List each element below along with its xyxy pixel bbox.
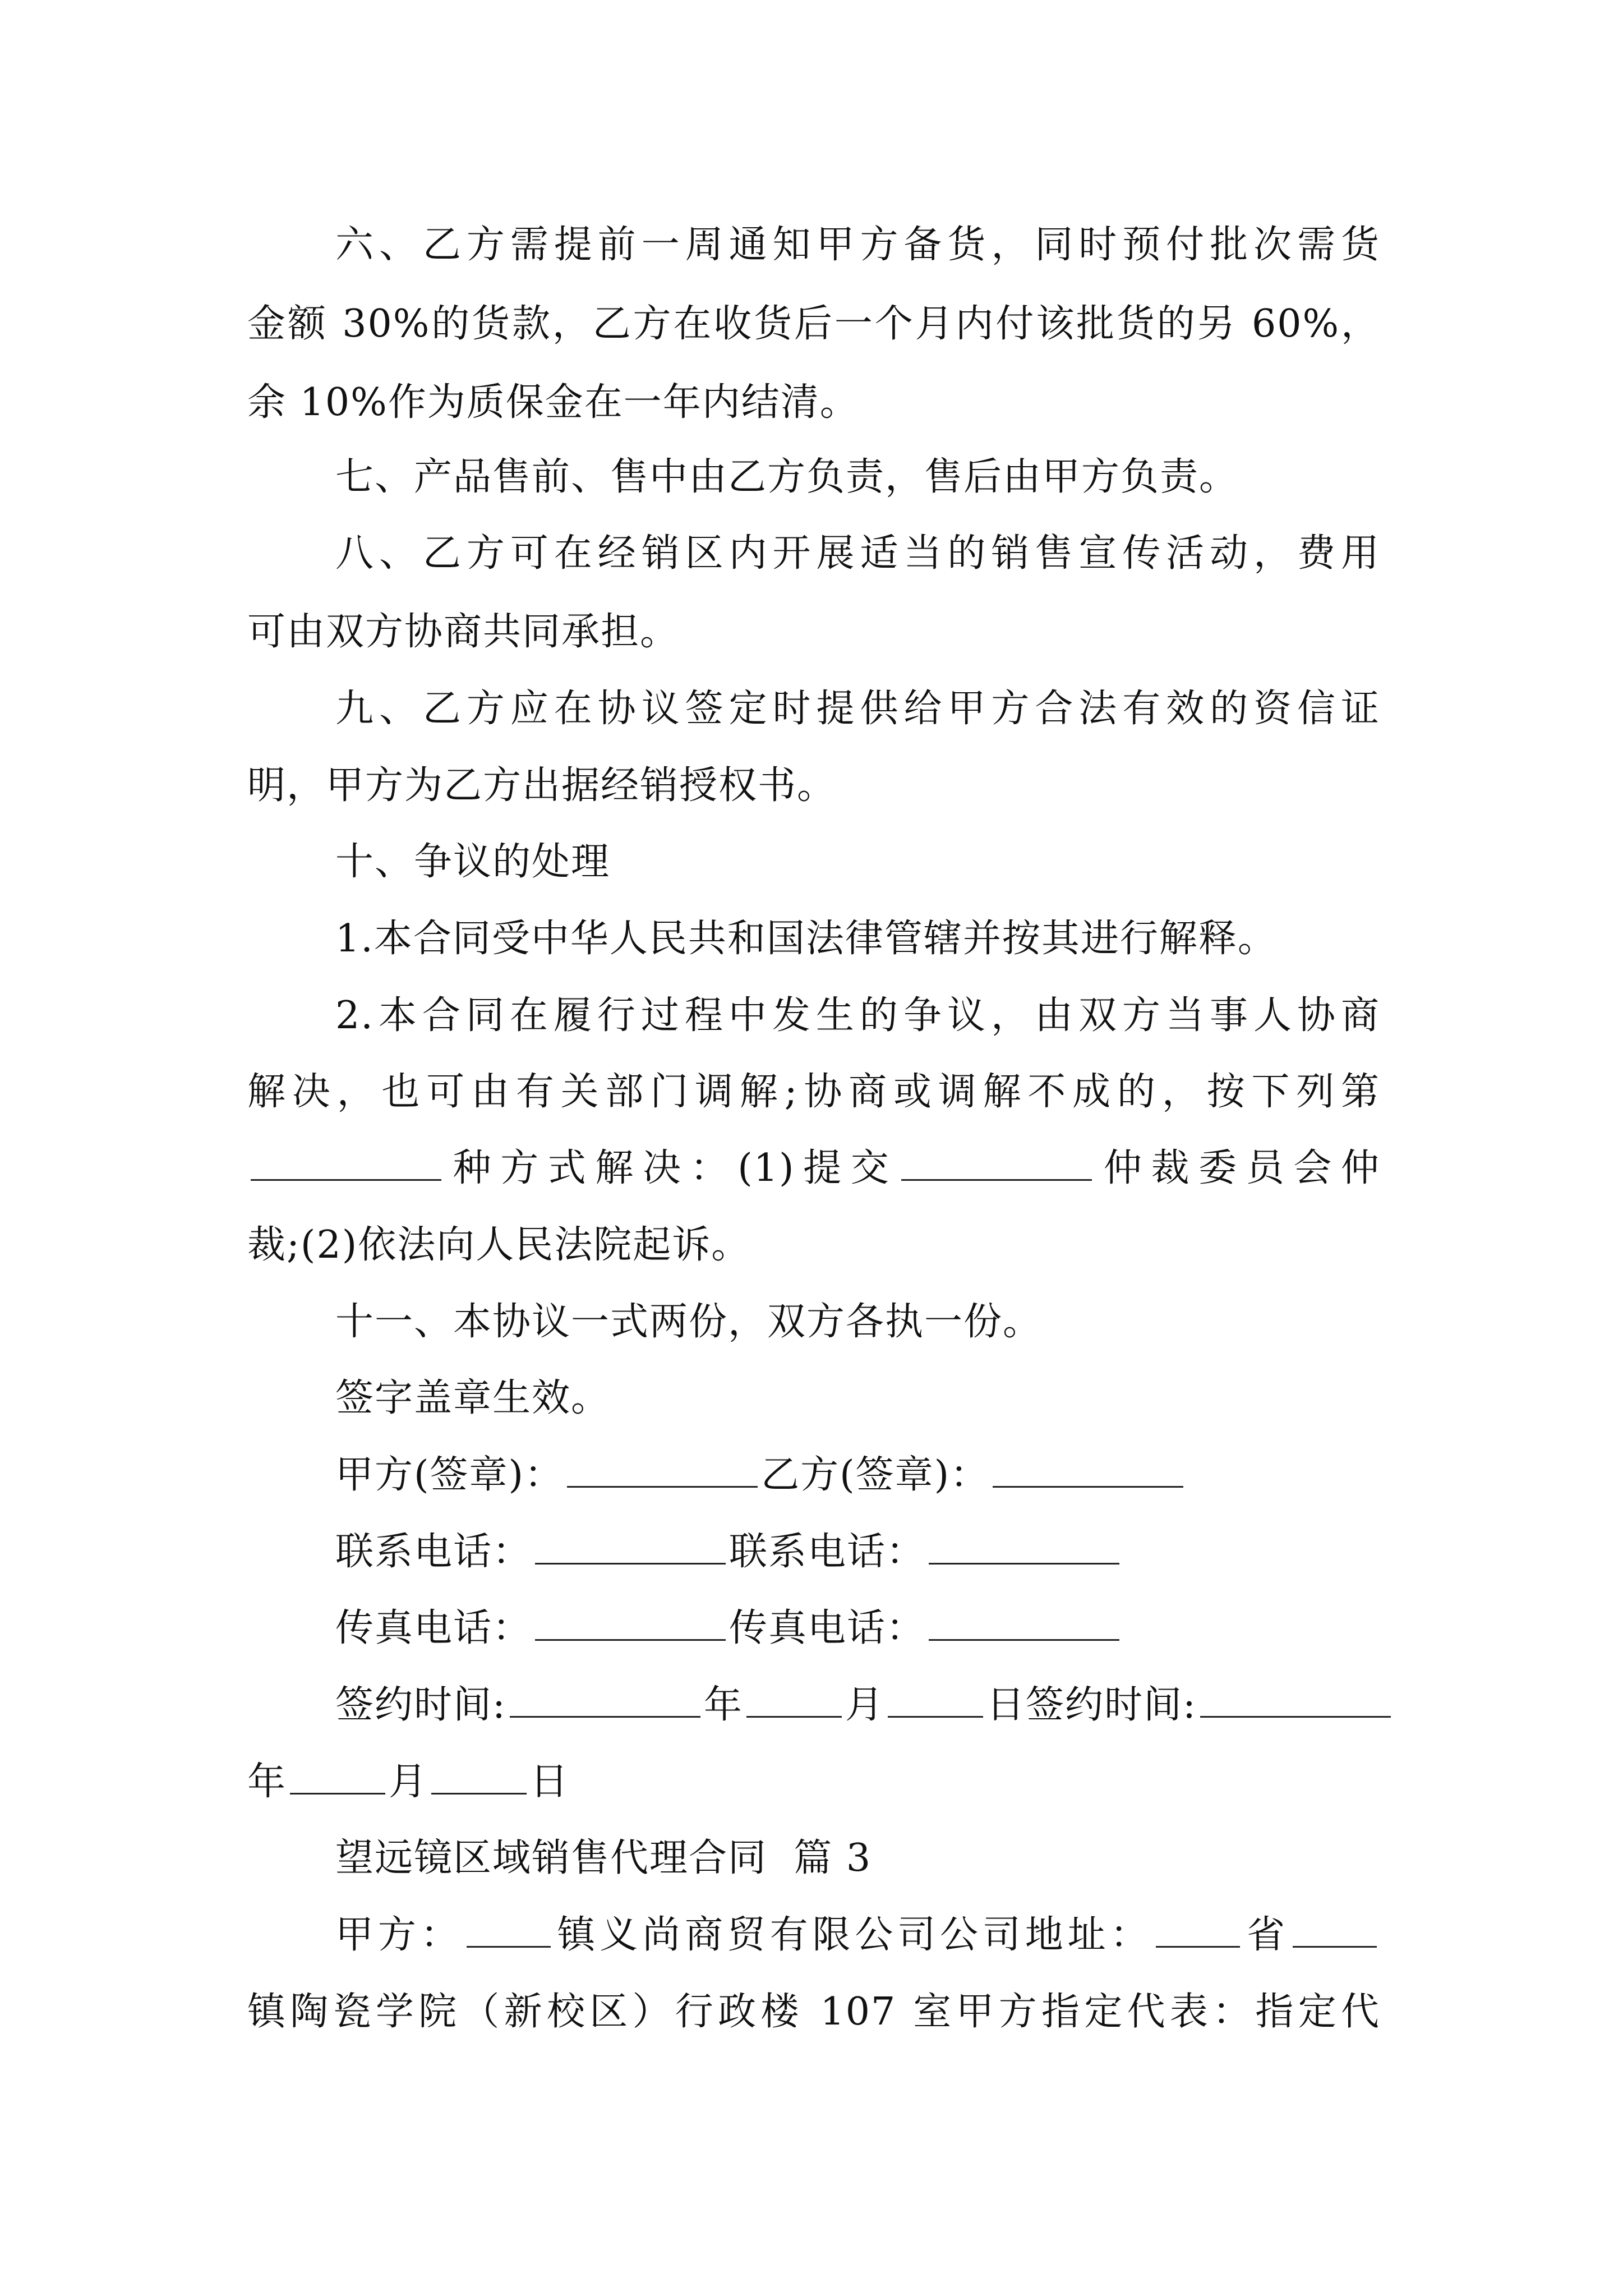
clause-11: 十一、本协议一式两份，双方各执一份。 <box>335 1300 1043 1344</box>
day-label: 日 <box>530 1760 570 1804</box>
section-3-province: 省 <box>1243 1913 1289 1957</box>
blank-line <box>567 1451 758 1488</box>
clause-6-line-3: 余 10%作为质保金在一年内结清。 <box>247 380 859 425</box>
clause-10-item-2-line-1: 2.本合同在履行过程中发生的争议，由双方当事人协商 <box>335 993 1380 1038</box>
date-row-continued <box>247 1757 1380 1807</box>
month-label: 月 <box>389 1760 428 1804</box>
blank-line <box>1293 1911 1377 1948</box>
clause-10-item-2-line-3-a: 种方式解决：(1)提交 <box>445 1146 898 1190</box>
clause-10-item-2-line-3-b: 仲裁委员会仲 <box>1095 1146 1380 1190</box>
clause-10-item-1: 1.本合同受中华人民共和国法律管辖并按其进行解释。 <box>335 917 1277 961</box>
clause-10-item-2-line-2: 解决，也可由有关部门调解;协商或调解不成的，按下列第 <box>247 1070 1380 1114</box>
blank-line <box>1156 1911 1240 1948</box>
clause-9-line-1: 九、乙方应在协议签定时提供给甲方合法有效的资信证 <box>335 687 1380 731</box>
phone-label-b: 联系电话： <box>729 1530 926 1574</box>
blank-line <box>746 1681 842 1718</box>
effective-statement: 签字盖章生效。 <box>335 1376 611 1420</box>
signature-row <box>335 1450 1380 1501</box>
blank-line <box>431 1758 527 1795</box>
clause-8-line-1: 八、乙方可在经销区内开展适当的销售宣传活动，费用 <box>335 531 1380 576</box>
blank-line <box>510 1681 700 1718</box>
date-label-b: 签约时间: <box>1025 1683 1197 1727</box>
clause-10-item-2-line-4: 裁;(2)依法向人民法院起诉。 <box>247 1223 751 1267</box>
blank-line <box>290 1758 385 1795</box>
blank-line <box>993 1451 1183 1488</box>
party-b-signature-label: 乙方(签章)： <box>761 1453 990 1497</box>
blank-line <box>929 1604 1119 1641</box>
date-row <box>335 1680 1380 1731</box>
blank-line <box>1200 1681 1391 1718</box>
fax-row <box>335 1603 1380 1654</box>
section-3-party-a-label: 甲方： <box>335 1913 463 1957</box>
year-label: 年 <box>703 1683 743 1727</box>
blank-line <box>901 1144 1092 1181</box>
blank-line <box>888 1681 983 1718</box>
blank-line <box>251 1144 441 1181</box>
section-3-line-2: 镇陶瓷学院（新校区）行政楼 107 室甲方指定代表：指定代 <box>247 1990 1380 2034</box>
clause-6-line-2: 金额 30%的货款，乙方在收货后一个月内付该批货的另 60%， <box>247 302 1380 346</box>
clause-6-line-1: 六、乙方需提前一周通知甲方备货，同时预付批次需货 <box>335 223 1380 267</box>
clause-10-item-2-line-3 <box>247 1143 1380 1194</box>
blank-line <box>535 1604 726 1641</box>
month-label: 月 <box>845 1683 884 1727</box>
party-a-signature-label: 甲方(签章)： <box>335 1453 564 1497</box>
clause-10-title: 十、争议的处理 <box>335 840 611 884</box>
fax-label-b: 传真电话： <box>729 1606 926 1650</box>
section-3-title: 望远镜区域销售代理合同 篇 3 <box>335 1836 872 1880</box>
date-label-a: 签约时间: <box>335 1683 506 1727</box>
phone-label-a: 联系电话： <box>335 1530 532 1574</box>
blank-line <box>467 1911 551 1948</box>
clause-8-line-2: 可由双方协商共同承担。 <box>247 610 680 654</box>
clause-7: 七、产品售前、售中由乙方负责，售后由甲方负责。 <box>335 455 1239 499</box>
day-label: 日 <box>986 1683 1026 1727</box>
section-3-company: 镇义尚商贸有限公司公司地址： <box>554 1913 1153 1957</box>
section-3-party-a-line <box>335 1910 1380 1961</box>
year-label: 年 <box>247 1760 287 1804</box>
clause-9-line-2: 明，甲方为乙方出据经销授权书。 <box>247 763 837 808</box>
fax-label-a: 传真电话： <box>335 1606 532 1650</box>
blank-line <box>535 1528 726 1565</box>
phone-row <box>335 1527 1380 1577</box>
blank-line <box>929 1528 1119 1565</box>
